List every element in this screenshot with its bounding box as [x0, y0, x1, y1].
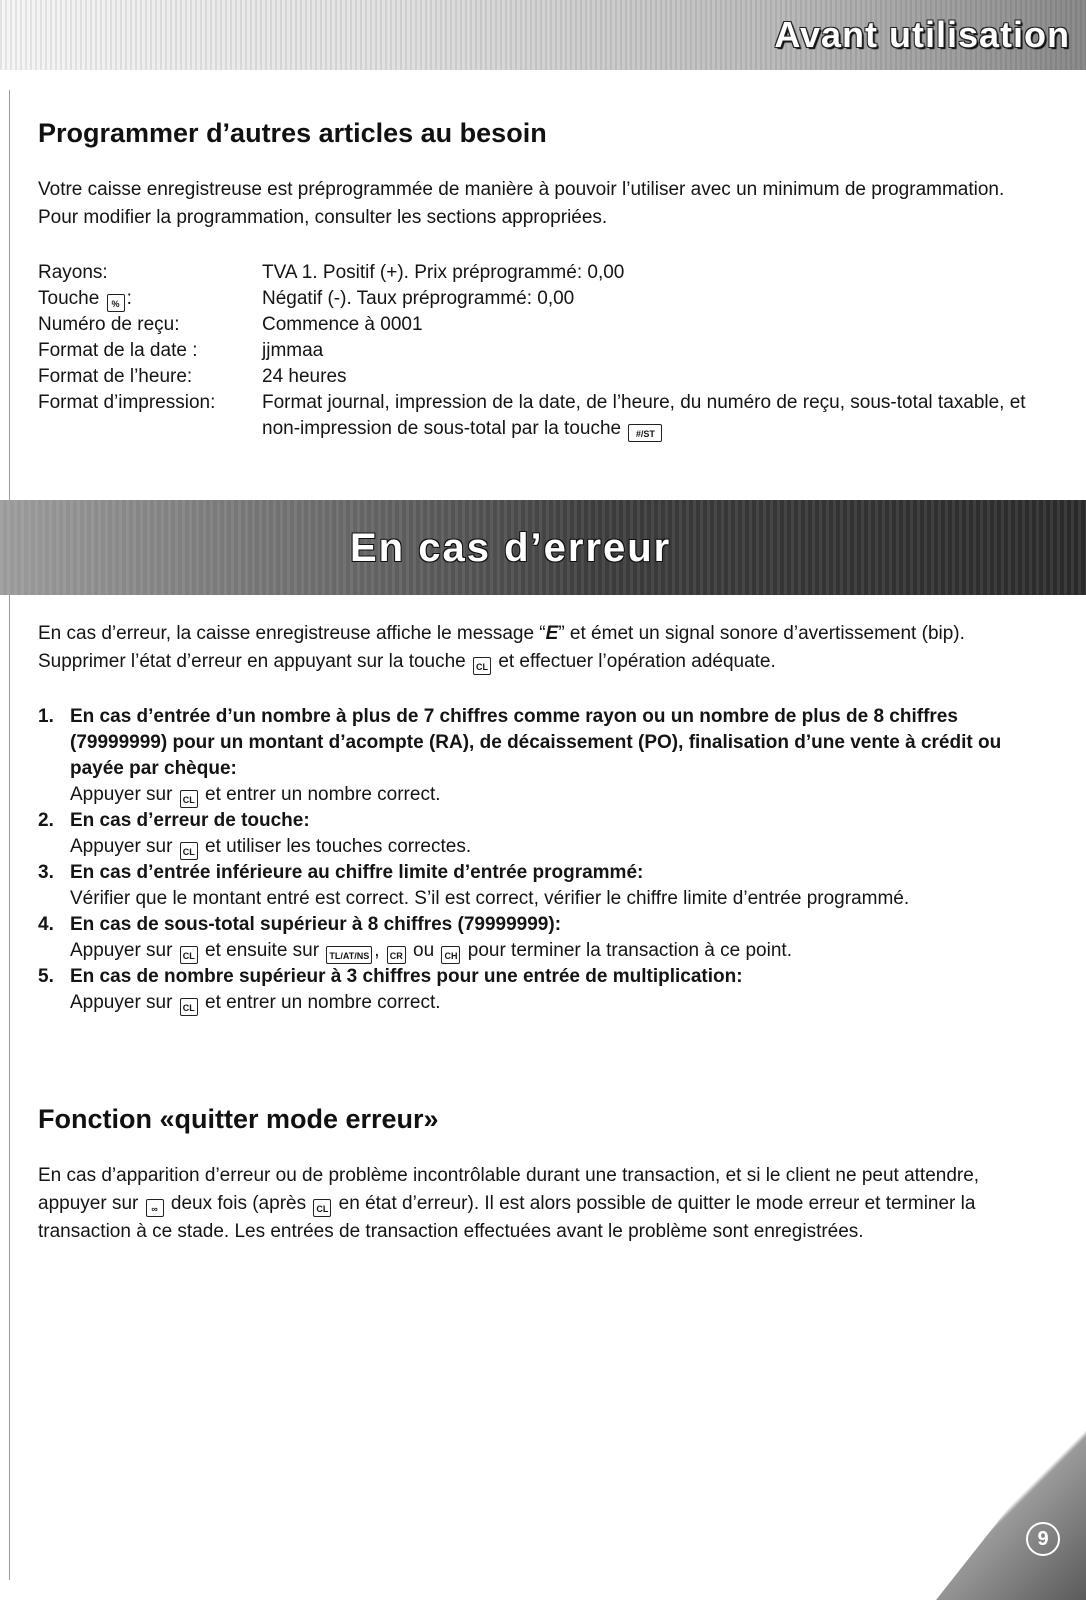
item-text	[70, 782, 1048, 808]
clear-key-icon: CL	[313, 1199, 331, 1217]
item-text-part: ou	[413, 940, 435, 961]
quit-text-part: En cas d’apparition d’erreur ou de problème incontrôlable durant une transaction, et si le client ne peut attendre, appuyer sur	[38, 1165, 980, 1214]
spec-value: 24 heures	[262, 366, 347, 387]
spec-label: Numéro de reçu:	[38, 314, 180, 335]
item-body	[70, 912, 1048, 964]
item-text	[70, 990, 1048, 1016]
item-body	[70, 964, 1048, 1016]
item-text-part: et utiliser les touches correctes.	[205, 836, 472, 857]
subtotal-key-icon: #/ST	[628, 424, 662, 442]
spec-row	[38, 286, 1048, 312]
spec-label: Format de la date :	[38, 340, 198, 361]
item-title: En cas d’erreur de touche:	[70, 810, 310, 831]
corner-tab	[936, 1410, 1086, 1600]
list-item	[38, 704, 1048, 808]
item-number: 3.	[38, 862, 54, 883]
item-text-part: et entrer un nombre correct.	[205, 784, 441, 805]
spec-label: Format d’impression:	[38, 392, 216, 413]
total-key-icon: TL/AT/NS	[326, 946, 372, 964]
left-margin-rule	[9, 90, 10, 1580]
spec-row	[38, 338, 1048, 364]
item-title: En cas de nombre supérieur à 3 chiffres pour une entrée de multiplication:	[70, 966, 743, 987]
list-item	[38, 860, 1048, 912]
item-title: En cas de sous-total supérieur à 8 chiffres (79999999):	[70, 914, 562, 935]
error-list	[38, 704, 1048, 1016]
spec-row	[38, 260, 1048, 286]
clear-key-icon: CL	[180, 946, 198, 964]
spec-row	[38, 312, 1048, 338]
item-title: En cas d’entrée inférieure au chiffre limite d’entrée programmé:	[70, 862, 644, 883]
list-item	[38, 912, 1048, 964]
list-item	[38, 808, 1048, 860]
error-section-title: En cas d’erreur	[350, 526, 672, 570]
cheque-key-icon: CH	[441, 946, 460, 964]
item-text-part: Appuyer sur	[70, 940, 173, 961]
item-text-part: et ensuite sur	[205, 940, 320, 961]
spec-label: Rayons:	[38, 262, 108, 283]
percent-key-icon: %	[107, 294, 125, 312]
item-text	[70, 938, 1048, 964]
clear-key-icon: CL	[180, 790, 198, 808]
spec-label-colon: :	[126, 288, 132, 309]
item-number: 1.	[38, 706, 54, 727]
item-text-part: pour terminer la transaction à ce point.	[467, 940, 792, 961]
item-text	[70, 834, 1048, 860]
item-title: En cas d’entrée d’un nombre à plus de 7 chiffres comme rayon ou un nombre de plus de 8 chiffres (79999999) pour un montant d’acompte (RA), de décaissement (PO), finalisation d’une vente à crédit ou payée par chèque:	[70, 706, 1002, 779]
item-number: 5.	[38, 966, 54, 987]
spec-value: Négatif (-). Taux préprogrammé: 0,00	[262, 288, 575, 309]
item-body	[70, 808, 1048, 860]
error-intro-text: ” et émet un signal sonore d’avertissement (bip). Supprimer l’état d’erreur en appuyant sur la touche	[38, 623, 965, 672]
item-text-part: et entrer un nombre correct.	[205, 992, 441, 1013]
programming-intro: Votre caisse enregistreuse est préprogrammée de manière à pouvoir l’utiliser avec un minimum de programmation. Pour modifier la programmation, consulter les sections appropriées.	[38, 179, 1005, 228]
spec-value-text: Format journal, impression de la date, de l’heure, du numéro de reçu, sous-total taxable, et non-impression de sous-total par la touche	[262, 392, 1026, 439]
item-text-part: Appuyer sur	[70, 784, 173, 805]
spec-label	[38, 286, 262, 312]
item-number: 4.	[38, 914, 54, 935]
mode-key-icon: ∞	[146, 1199, 164, 1217]
item-number: 2.	[38, 810, 54, 831]
quit-mode-heading: Fonction «quitter mode erreur»	[38, 1104, 439, 1134]
item-body	[70, 704, 1048, 808]
quit-text-part: deux fois (après	[170, 1193, 307, 1214]
quit-text-part: en état d’erreur). Il est alors possible de quitter le mode erreur et terminer la transaction à ce stade. Les entrées de transaction effectuées avant le problème sont enregistrées.	[38, 1193, 976, 1242]
clear-key-icon: CL	[180, 998, 198, 1016]
header-band	[0, 0, 1086, 70]
quit-mode-text	[38, 1162, 1048, 1246]
spec-row	[38, 364, 1048, 390]
spec-label: Format de l’heure:	[38, 366, 193, 387]
spec-value	[262, 390, 1048, 442]
item-text-part: ,	[374, 940, 380, 961]
list-item	[38, 964, 1048, 1016]
page-number: 9	[1026, 1522, 1060, 1556]
item-text-part: Appuyer sur	[70, 836, 173, 857]
clear-key-icon: CL	[180, 842, 198, 860]
credit-key-icon: CR	[387, 946, 406, 964]
error-intro-text: et effectuer l’opération adéquate.	[498, 651, 776, 672]
spec-label-text: Touche	[38, 288, 100, 309]
spec-table	[38, 260, 1048, 442]
programming-heading: Programmer d’autres articles au besoin	[38, 118, 547, 148]
spec-value: Commence à 0001	[262, 314, 423, 335]
spec-value: TVA 1. Positif (+). Prix préprogrammé: 0,00	[262, 262, 625, 283]
clear-key-icon: CL	[473, 657, 491, 675]
item-body	[70, 860, 1048, 912]
error-intro-text: En cas d’erreur, la caisse enregistreuse affiche le message “	[38, 623, 546, 644]
spec-value: jjmmaa	[262, 340, 324, 361]
error-intro	[38, 620, 1048, 676]
error-section-band	[0, 500, 1086, 595]
item-text: Vérifier que le montant entré est correct. S’il est correct, vérifier le chiffre limite d’entrée programmé.	[70, 888, 910, 909]
spec-row	[38, 390, 1048, 442]
item-text-part: Appuyer sur	[70, 992, 173, 1013]
error-symbol: E	[545, 623, 559, 644]
section-title: Avant utilisation	[774, 14, 1070, 55]
